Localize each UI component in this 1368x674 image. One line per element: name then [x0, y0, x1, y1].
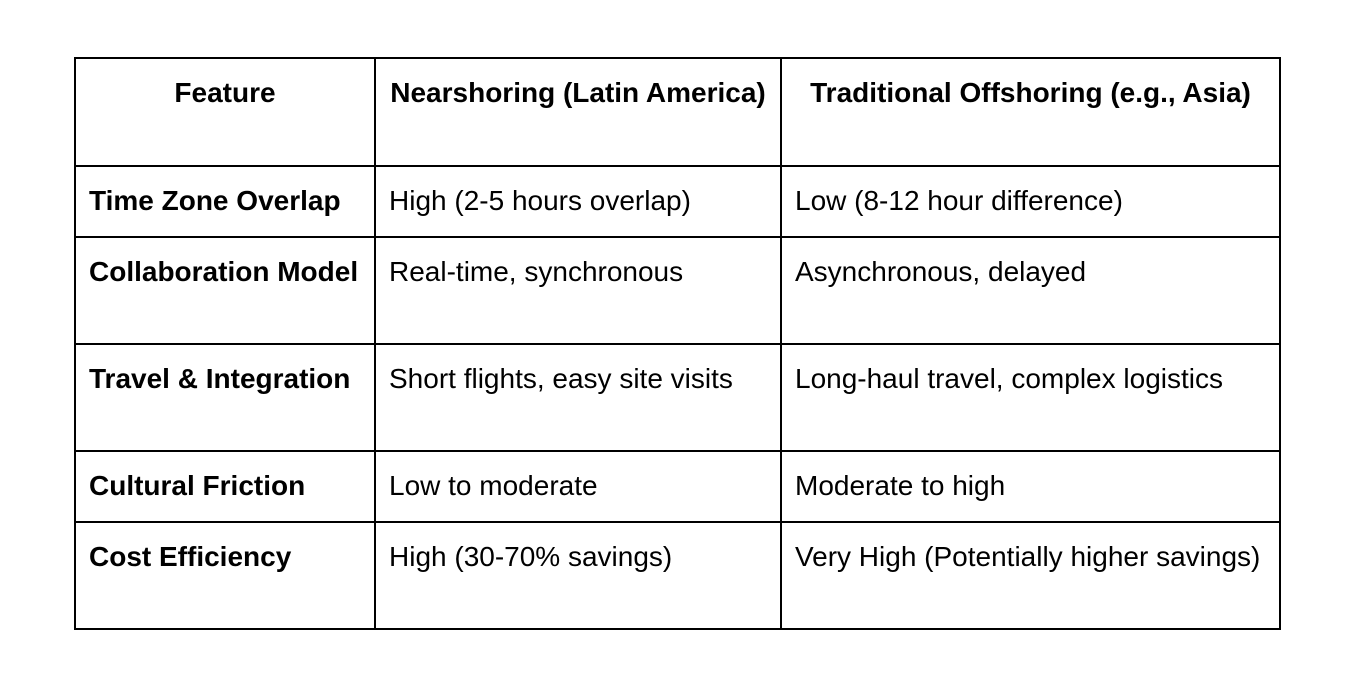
row-nearshoring-cell: Low to moderate	[375, 451, 781, 522]
table-row	[75, 344, 1280, 451]
table-row	[75, 166, 1280, 237]
table-header-row	[75, 58, 1280, 166]
row-offshoring-cell: Long-haul travel, complex logistics	[781, 344, 1280, 451]
row-nearshoring-cell: High (30-70% savings)	[375, 522, 781, 629]
row-feature-cell: Time Zone Overlap	[75, 166, 375, 237]
row-offshoring-cell: Low (8-12 hour difference)	[781, 166, 1280, 237]
row-offshoring-cell: Asynchronous, delayed	[781, 237, 1280, 344]
header-feature: Feature	[75, 58, 375, 166]
row-nearshoring-cell: Real-time, synchronous	[375, 237, 781, 344]
header-offshoring: Traditional Offshoring (e.g., Asia)	[781, 58, 1280, 166]
table-row	[75, 451, 1280, 522]
row-offshoring-cell: Very High (Potentially higher savings)	[781, 522, 1280, 629]
row-feature-cell: Cultural Friction	[75, 451, 375, 522]
row-offshoring-cell: Moderate to high	[781, 451, 1280, 522]
row-feature-cell: Collaboration Model	[75, 237, 375, 344]
table-row	[75, 522, 1280, 629]
header-nearshoring: Nearshoring (Latin America)	[375, 58, 781, 166]
comparison-table	[74, 57, 1281, 630]
row-nearshoring-cell: Short flights, easy site visits	[375, 344, 781, 451]
row-feature-cell: Cost Efficiency	[75, 522, 375, 629]
table-row	[75, 237, 1280, 344]
row-nearshoring-cell: High (2-5 hours overlap)	[375, 166, 781, 237]
row-feature-cell: Travel & Integration	[75, 344, 375, 451]
